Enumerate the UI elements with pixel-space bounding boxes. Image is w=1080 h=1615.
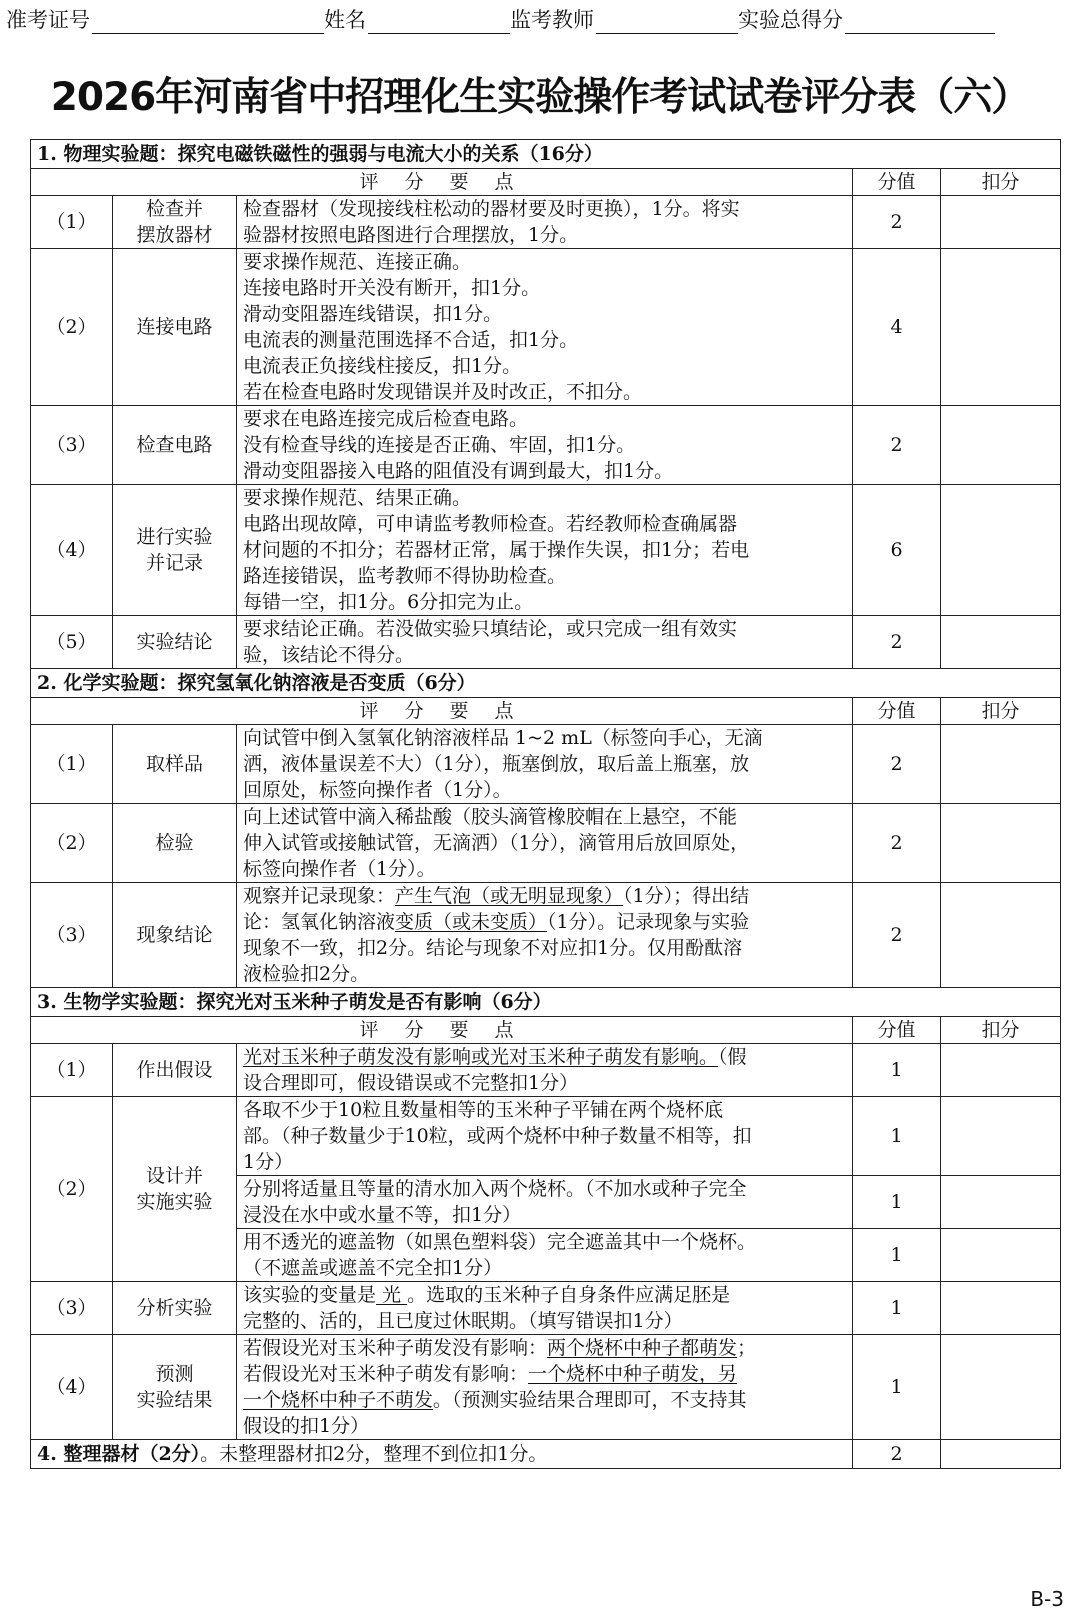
score-value: 1 xyxy=(853,1335,941,1440)
deduction-header: 扣分 xyxy=(941,698,1061,725)
deduction-cell[interactable] xyxy=(941,1440,1061,1469)
row-number: （2） xyxy=(31,804,113,883)
step-criteria: 分别将适量且等量的清水加入两个烧杯。（不加水或种子完全 浸没在水中或水量不等，扣1分） xyxy=(237,1176,853,1229)
score-value: 2 xyxy=(853,883,941,988)
score-header: 分值 xyxy=(853,698,941,725)
score-value: 2 xyxy=(853,406,941,485)
deduction-cell[interactable] xyxy=(941,249,1061,406)
deduction-cell[interactable] xyxy=(941,1282,1061,1335)
step-criteria: 若假设光对玉米种子萌发没有影响：两个烧杯中种子都萌发； 若假设光对玉米种子萌发有影响：一个烧杯中种子萌发，另 一个烧杯中种子不萌发。（预测实验结果合理即可，不支持其 假设的扣1分） xyxy=(237,1335,853,1440)
deduction-header: 扣分 xyxy=(941,169,1061,196)
score-value: 2 xyxy=(853,1440,941,1469)
row-number: （1） xyxy=(31,725,113,804)
exam-header xyxy=(6,4,1074,34)
deduction-cell[interactable] xyxy=(941,485,1061,616)
row-number: （1） xyxy=(31,196,113,249)
step-name: 设计并 实施实验 xyxy=(113,1097,237,1282)
step-criteria: 各取不少于10粒且数量相等的玉米种子平铺在两个烧杯底 部。（种子数量少于10粒，或两个烧杯中种子数量不相等，扣 1分） xyxy=(237,1097,853,1176)
name-field[interactable] xyxy=(368,9,510,34)
page-number: B-3 xyxy=(1030,1587,1064,1611)
step-name: 预测 实验结果 xyxy=(113,1335,237,1440)
table-row xyxy=(31,883,1061,988)
score-value: 1 xyxy=(853,1176,941,1229)
table-row xyxy=(31,616,1061,669)
points-header: 评 分 要 点 xyxy=(31,169,853,196)
step-criteria: 要求结论正确。若没做实验只填结论，或只完成一组有效实 验，该结论不得分。 xyxy=(237,616,853,669)
chemistry-section-title: 2. 化学实验题：探究氢氧化钠溶液是否变质（6分） xyxy=(31,669,1061,698)
table-row xyxy=(31,1335,1061,1440)
cleanup-row xyxy=(31,1440,853,1469)
points-header: 评 分 要 点 xyxy=(31,1017,853,1044)
row-number: （5） xyxy=(31,616,113,669)
deduction-cell[interactable] xyxy=(941,804,1061,883)
table-row xyxy=(31,1097,1061,1176)
table-row xyxy=(31,406,1061,485)
step-criteria: 要求操作规范、连接正确。 连接电路时开关没有断开，扣1分。 滑动变阻器连线错误，扣1分。 电流表的测量范围选择不合适，扣1分。 电流表正负接线柱接反，扣1分。 若在检查电路时发现错误并及时改正，不扣分。 xyxy=(237,249,853,406)
proctor-field[interactable] xyxy=(596,9,738,34)
deduction-header: 扣分 xyxy=(941,1017,1061,1044)
row-number: （4） xyxy=(31,485,113,616)
score-header: 分值 xyxy=(853,169,941,196)
step-name: 实验结论 xyxy=(113,616,237,669)
total-score-field[interactable] xyxy=(845,9,995,34)
row-number: （2） xyxy=(31,1097,113,1282)
step-criteria: 向试管中倒入氢氧化钠溶液样品 1~2 mL（标签向手心，无滴 洒，液体量误差不大）（1分），瓶塞倒放，取后盖上瓶塞，放 回原处，标签向操作者（1分）。 xyxy=(237,725,853,804)
step-criteria: 检查器材（发现接线柱松动的器材要及时更换），1分。将实 验器材按照电路图进行合理摆放，1分。 xyxy=(237,196,853,249)
physics-section-title: 1. 物理实验题：探究电磁铁磁性的强弱与电流大小的关系（16分） xyxy=(31,140,1061,169)
step-criteria: 向上述试管中滴入稀盐酸（胶头滴管橡胶帽在上悬空，不能 伸入试管或接触试管，无滴洒）（1分），滴管用后放回原处， 标签向操作者（1分）。 xyxy=(237,804,853,883)
table-row xyxy=(31,1282,1061,1335)
table-row xyxy=(31,804,1061,883)
step-name: 连接电路 xyxy=(113,249,237,406)
table-row xyxy=(31,249,1061,406)
table-row xyxy=(31,725,1061,804)
table-row xyxy=(31,1440,1061,1469)
exam-id-field[interactable] xyxy=(92,9,324,34)
deduction-cell[interactable] xyxy=(941,1229,1061,1282)
step-criteria: 用不透光的遮盖物（如黑色塑料袋）完全遮盖其中一个烧杯。 （不遮盖或遮盖不完全扣1分） xyxy=(237,1229,853,1282)
score-value: 2 xyxy=(853,616,941,669)
deduction-cell[interactable] xyxy=(941,196,1061,249)
deduction-cell[interactable] xyxy=(941,1044,1061,1097)
exam-id-label: 准考证号 xyxy=(6,8,90,32)
deduction-cell[interactable] xyxy=(941,1335,1061,1440)
table-row xyxy=(31,196,1061,249)
score-value: 6 xyxy=(853,485,941,616)
step-criteria: 光对玉米种子萌发没有影响或光对玉米种子萌发有影响。（假 设合理即可，假设错误或不完整扣1分） xyxy=(237,1044,853,1097)
score-value: 2 xyxy=(853,196,941,249)
total-score-label: 实验总得分 xyxy=(738,8,843,32)
score-value: 1 xyxy=(853,1229,941,1282)
step-name: 现象结论 xyxy=(113,883,237,988)
score-value: 1 xyxy=(853,1097,941,1176)
cleanup-text: 。未整理器材扣2分，整理不到位扣1分。 xyxy=(200,1443,548,1465)
row-number: （1） xyxy=(31,1044,113,1097)
row-number: （4） xyxy=(31,1335,113,1440)
deduction-cell[interactable] xyxy=(941,883,1061,988)
step-name: 分析实验 xyxy=(113,1282,237,1335)
name-label: 姓名 xyxy=(324,8,366,32)
table-row xyxy=(31,1044,1061,1097)
score-value: 1 xyxy=(853,1044,941,1097)
cleanup-title: 4. 整理器材（2分） xyxy=(37,1443,201,1465)
step-name: 进行实验 并记录 xyxy=(113,485,237,616)
deduction-cell[interactable] xyxy=(941,406,1061,485)
deduction-cell[interactable] xyxy=(941,1176,1061,1229)
scoring-table xyxy=(30,139,1061,1469)
step-criteria: 要求在电路连接完成后检查电路。 没有检查导线的连接是否正确、牢固，扣1分。 滑动变阻器接入电路的阻值没有调到最大，扣1分。 xyxy=(237,406,853,485)
step-name: 作出假设 xyxy=(113,1044,237,1097)
deduction-cell[interactable] xyxy=(941,616,1061,669)
score-value: 2 xyxy=(853,804,941,883)
deduction-cell[interactable] xyxy=(941,1097,1061,1176)
score-value: 2 xyxy=(853,725,941,804)
biology-section-title: 3. 生物学实验题：探究光对玉米种子萌发是否有影响（6分） xyxy=(31,988,1061,1017)
table-row xyxy=(31,485,1061,616)
proctor-label: 监考教师 xyxy=(510,8,594,32)
step-name: 检查电路 xyxy=(113,406,237,485)
step-name: 检查并 摆放器材 xyxy=(113,196,237,249)
page-title: 2026年河南省中招理化生实验操作考试试卷评分表（六） xyxy=(50,75,1030,120)
row-number: （3） xyxy=(31,883,113,988)
step-name: 取样品 xyxy=(113,725,237,804)
row-number: （3） xyxy=(31,406,113,485)
score-value: 1 xyxy=(853,1282,941,1335)
points-header: 评 分 要 点 xyxy=(31,698,853,725)
step-criteria: 该实验的变量是 光 。选取的玉米种子自身条件应满足胚是 完整的、活的，且已度过休眠期。（填写错误扣1分） xyxy=(237,1282,853,1335)
deduction-cell[interactable] xyxy=(941,725,1061,804)
step-name: 检验 xyxy=(113,804,237,883)
score-value: 4 xyxy=(853,249,941,406)
row-number: （2） xyxy=(31,249,113,406)
score-header: 分值 xyxy=(853,1017,941,1044)
row-number: （3） xyxy=(31,1282,113,1335)
step-criteria: 观察并记录现象：产生气泡（或无明显现象）（1分）；得出结 论：氢氧化钠溶液变质（或未变质）（1分）。记录现象与实验 现象不一致，扣2分。结论与现象不对应扣1分。仅用酚酞溶 液检验扣2分。 xyxy=(237,883,853,988)
step-criteria: 要求操作规范、结果正确。 电路出现故障，可申请监考教师检查。若经教师检查确属器 材问题的不扣分；若器材正常，属于操作失误，扣1分；若电 路连接错误，监考教师不得协助检查。 每错一空，扣1分。6分扣完为止。 xyxy=(237,485,853,616)
